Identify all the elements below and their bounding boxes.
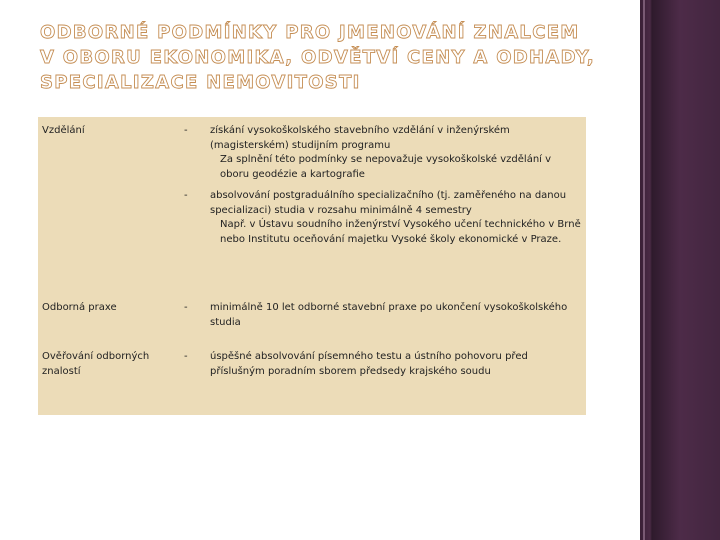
education-item-1 [206,117,586,182]
verification-item-1: úspěšné absolvování písemného testu a ústního pohovoru před příslušným poradním sborem předsedy krajského soudu [210,351,528,377]
education-item-1-text: získání vysokoškolského stavebního vzdělání v inženýrském (magisterském) studijním programu [210,125,510,151]
row-label-practice: Odborná praxe [42,302,117,313]
page-title: ODBORNÉ PODMÍNKY PRO JMENOVÁNÍ ZNALCEM V OBORU EKONOMIKA, ODVĚTVÍ CENY A ODHADY, SPECIALIZACE NEMOVITOSTI [40,22,596,93]
bullet-dash: - [184,351,188,362]
row-label-verification: Ověřování odborných znalostí [42,351,150,377]
education-item-2-text: absolvování postgraduálního specializačního (tj. zaměřeného na danou specializaci) studia v rozsahu minimálně 4 semestry [210,190,567,216]
bullet-dash: - [184,125,188,136]
bullet-dash: - [184,190,188,201]
education-item-2-note: Např. v Ústavu soudního inženýrství Vysokého učení technického v Brně nebo Institutu oceňování majetku Vysoké školy ekonomické v Praze. [220,219,581,245]
conditions-table [38,117,586,415]
row-label-education: Vzdělání [42,125,85,136]
education-item-1-note: Za splnění této podmínky se nepovažuje vysokoškolské vzdělání v oboru geodézie a kartografie [220,154,552,180]
bullet-dash: - [184,302,188,313]
side-decoration-stripe [640,0,720,540]
practice-item-1: minimálně 10 let odborné stavební praxe po ukončení vysokoškolského studia [210,302,568,328]
education-item-2 [206,182,586,294]
